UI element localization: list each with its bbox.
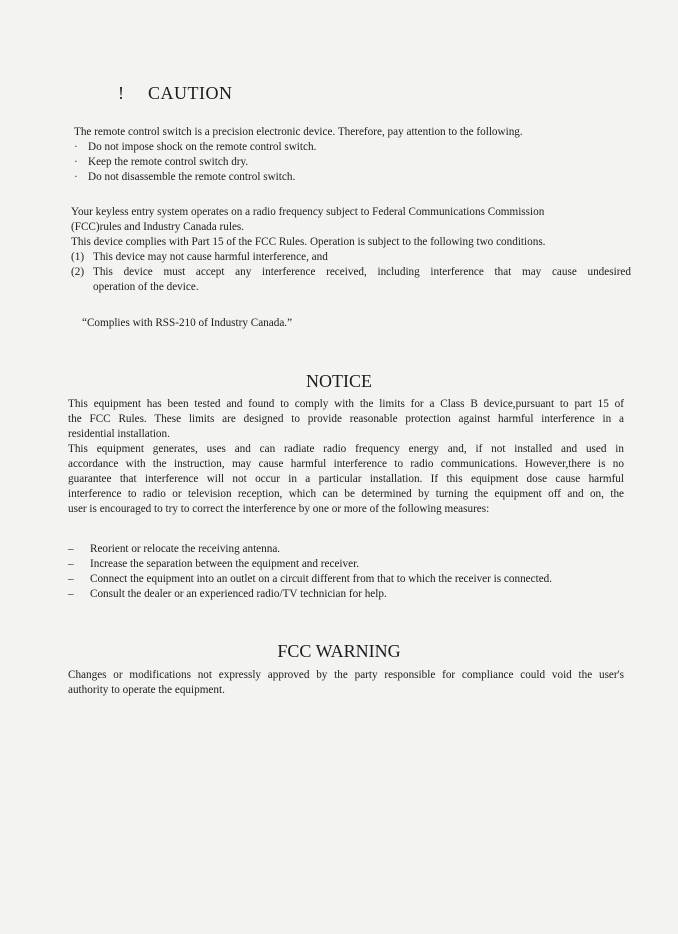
caution-exclamation-icon: ! (118, 83, 125, 103)
dash-icon: – (68, 588, 74, 600)
list-item: · Keep the remote control switch dry. (74, 156, 249, 168)
fcc-line: Your keyless entry system operates on a radio frequency subject to Federal Communications Commission (71, 206, 545, 218)
list-item: – Increase the separation between the equipment and receiver. (68, 558, 359, 570)
notice-line: accordance with the instruction, may cause harmful interference to radio communications. However,there is no (68, 458, 624, 470)
fcc-warning-title: FCC WARNING (277, 641, 401, 661)
fcc-warning-body (68, 668, 624, 698)
caution-bullet-list (74, 140, 634, 185)
caution-heading (118, 83, 233, 104)
notice-line: interference to radio or television reception, which can be determined by turning the equipment off and on, the (68, 488, 624, 500)
notice-line: user is encouraged to try to correct the interference by one or more of the following measures: (68, 503, 490, 515)
list-item: · Do not disassemble the remote control switch. (74, 171, 296, 183)
fcc-warning-line: authority to operate the equipment. (68, 684, 225, 696)
measures-list (68, 542, 624, 602)
caution-intro: The remote control switch is a precision electronic device. Therefore, pay attention to the following. (74, 126, 523, 138)
condition-item: (2) This device must accept any interference received, including interference that may cause undesired operation of the device. (71, 266, 631, 293)
notice-body (68, 397, 624, 517)
bullet-icon: · (74, 141, 78, 153)
notice-line: This equipment generates, uses and can radiate radio frequency energy and, if not installed and used in (68, 443, 624, 455)
notice-title: NOTICE (306, 371, 372, 391)
notice-line: the FCC Rules. These limits are designed to provide reasonable protection against harmful interference in a (68, 413, 624, 425)
list-item: · Do not impose shock on the remote control switch. (74, 141, 317, 153)
notice-line: residential installation. (68, 428, 170, 440)
fcc-warning-line: Changes or modifications not expressly approved by the party responsible for compliance could void the user's (68, 669, 624, 681)
fcc-line: This device complies with Part 15 of the FCC Rules. Operation is subject to the following two conditions. (71, 236, 546, 248)
list-item: – Consult the dealer or an experienced radio/TV technician for help. (68, 588, 387, 600)
dash-icon: – (68, 558, 74, 570)
condition-number: (1) (71, 251, 85, 263)
fcc-compliance-text (71, 205, 631, 295)
condition-item: (1) This device may not cause harmful interference, and (71, 251, 328, 263)
fcc-line: (FCC)rules and Industry Canada rules. (71, 221, 245, 233)
notice-line: This equipment has been tested and found to comply with the limits for a Class B device,pursuant to part 15 of (68, 398, 624, 410)
dash-icon: – (68, 573, 74, 585)
list-item: – Reorient or relocate the receiving antenna. (68, 543, 281, 555)
dash-icon: – (68, 543, 74, 555)
caution-title: CAUTION (148, 83, 233, 103)
list-item: – Connect the equipment into an outlet on a circuit different from that to which the receiver is connected. (68, 573, 553, 585)
bullet-icon: · (74, 171, 78, 183)
notice-line: guarantee that interference will not occur in a particular installation. If this equipment dose cause harmful (68, 473, 624, 485)
bullet-icon: · (74, 156, 78, 168)
rss-statement: “Complies with RSS-210 of Industry Canada.” (82, 317, 293, 329)
condition-number: (2) (71, 266, 85, 278)
